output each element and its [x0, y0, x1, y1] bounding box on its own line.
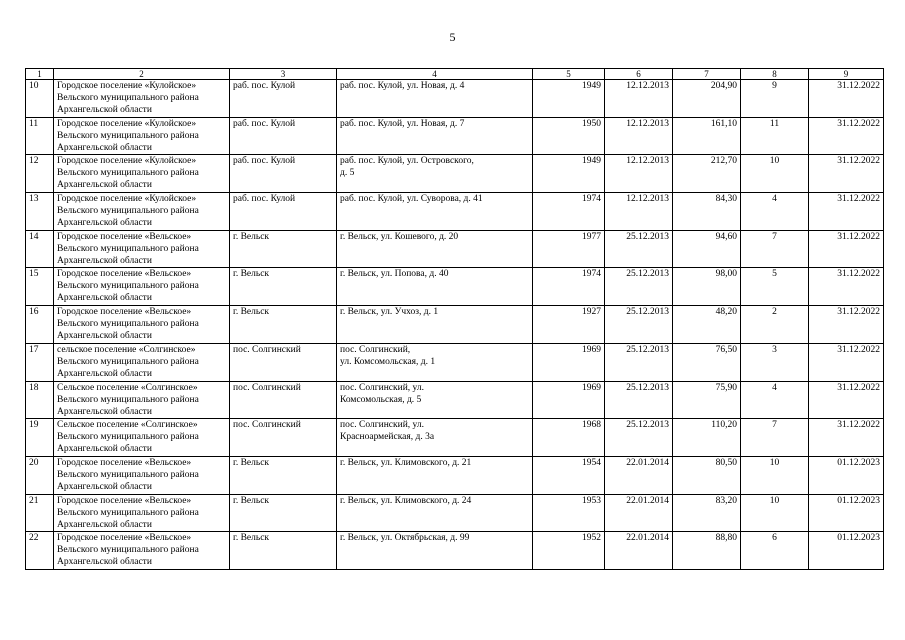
residents-cell	[741, 419, 809, 457]
housing-registry-table	[25, 68, 884, 570]
area-text: 94,60	[715, 231, 737, 242]
settlement-name-cell	[54, 80, 230, 118]
resettlement-deadline-cell	[809, 117, 884, 155]
residents-cell	[741, 268, 809, 306]
residents-text: 7	[772, 420, 777, 431]
address-text: раб. пос. Кулой, ул. Островского, д. 5	[340, 156, 474, 179]
locality-text: г. Вельск	[233, 457, 270, 468]
address-cell	[337, 494, 533, 532]
decision-date-cell	[605, 193, 673, 231]
area-cell	[673, 343, 741, 381]
locality-text: г. Вельск	[233, 231, 270, 242]
build-year-text: 1974	[582, 194, 601, 205]
area-text: 88,80	[715, 533, 737, 544]
residents-cell	[741, 494, 809, 532]
settlement-name-text: Городское поселение «Вельское» Вельского муниципального района Архангельской области	[57, 495, 199, 530]
row-number-cell	[26, 268, 54, 306]
address-text: пос. Солгинский, ул. Красноармейская, д. 3а	[340, 420, 435, 443]
residents-text: 9	[772, 81, 777, 91]
settlement-name-cell	[54, 419, 230, 457]
settlement-name-text: Городское поселение «Вельское» Вельского муниципального района Архангельской области	[57, 269, 199, 304]
settlement-name-text: сельское поселение «Солгинское» Вельского муниципального района Архангельской области	[57, 344, 199, 379]
table-header	[26, 69, 884, 80]
residents-cell	[741, 343, 809, 381]
resettlement-deadline-cell	[809, 343, 884, 381]
decision-date-text: 22.01.2014	[626, 457, 669, 468]
locality-cell	[230, 80, 337, 118]
table-row	[26, 80, 884, 118]
decision-date-text: 25.12.2013	[626, 269, 669, 280]
decision-date-cell	[605, 343, 673, 381]
resettlement-deadline-text: 31.12.2022	[837, 344, 880, 355]
address-text: г. Вельск, ул. Попова, д. 40	[340, 269, 449, 280]
row-number-cell	[26, 230, 54, 268]
settlement-name-text: Городское поселение «Кулойское» Вельского муниципального района Архангельской области	[57, 194, 199, 229]
resettlement-deadline-cell	[809, 306, 884, 344]
settlement-name-text: Сельское поселение «Солгинское» Вельского муниципального района Архангельской области	[57, 382, 199, 417]
row-number-text: 11	[29, 118, 39, 129]
row-number-cell	[26, 155, 54, 193]
table-row	[26, 381, 884, 419]
residents-cell	[741, 155, 809, 193]
decision-date-cell	[605, 230, 673, 268]
build-year-text: 1950	[582, 118, 601, 129]
area-text: 75,90	[715, 382, 737, 393]
residents-text: 5	[772, 269, 777, 280]
address-cell	[337, 193, 533, 231]
address-text: г. Вельск, ул. Учхоз, д. 1	[340, 307, 439, 318]
area-text: 212,70	[710, 156, 737, 167]
address-cell	[337, 230, 533, 268]
locality-cell	[230, 494, 337, 532]
resettlement-deadline-text: 31.12.2022	[837, 420, 880, 431]
area-text: 98,00	[715, 269, 737, 280]
settlement-name-cell	[54, 343, 230, 381]
build-year-cell	[533, 532, 605, 570]
table-row	[26, 343, 884, 381]
residents-text: 2	[772, 307, 777, 318]
decision-date-text: 12.12.2013	[626, 81, 669, 91]
address-text: г. Вельск, ул. Кошевого, д. 20	[340, 231, 459, 242]
build-year-cell	[533, 155, 605, 193]
resettlement-deadline-cell	[809, 155, 884, 193]
area-cell	[673, 155, 741, 193]
locality-cell	[230, 343, 337, 381]
row-number-cell	[26, 419, 54, 457]
address-cell	[337, 80, 533, 118]
settlement-name-text: Городское поселение «Вельское» Вельского муниципального района Архангельской области	[57, 457, 199, 492]
resettlement-deadline-text: 31.12.2022	[837, 194, 880, 205]
build-year-text: 1969	[582, 382, 601, 393]
resettlement-deadline-text: 31.12.2022	[837, 382, 880, 393]
locality-text: раб. пос. Кулой	[233, 156, 296, 167]
decision-date-cell	[605, 117, 673, 155]
decision-date-text: 25.12.2013	[626, 307, 669, 318]
locality-text: г. Вельск	[233, 269, 270, 280]
column-header-7: 7	[673, 69, 741, 80]
decision-date-cell	[605, 456, 673, 494]
row-number-cell	[26, 343, 54, 381]
decision-date-text: 22.01.2014	[626, 495, 669, 506]
resettlement-deadline-text: 01.12.2023	[837, 533, 880, 544]
build-year-cell	[533, 419, 605, 457]
locality-text: раб. пос. Кулой	[233, 194, 296, 205]
row-number-cell	[26, 381, 54, 419]
resettlement-deadline-text: 01.12.2023	[837, 457, 880, 468]
settlement-name-text: Городское поселение «Кулойское» Вельского муниципального района Архангельской области	[57, 81, 199, 115]
column-header-8: 8	[741, 69, 809, 80]
decision-date-cell	[605, 494, 673, 532]
row-number-cell	[26, 306, 54, 344]
area-cell	[673, 494, 741, 532]
resettlement-deadline-cell	[809, 381, 884, 419]
table-row	[26, 306, 884, 344]
build-year-cell	[533, 306, 605, 344]
locality-cell	[230, 456, 337, 494]
residents-text: 3	[772, 344, 777, 355]
row-number-text: 10	[29, 81, 39, 91]
decision-date-text: 12.12.2013	[626, 156, 669, 167]
address-cell	[337, 268, 533, 306]
residents-cell	[741, 456, 809, 494]
row-number-cell	[26, 532, 54, 570]
residents-text: 4	[772, 194, 777, 205]
resettlement-deadline-cell	[809, 419, 884, 457]
table-row	[26, 155, 884, 193]
settlement-name-cell	[54, 268, 230, 306]
area-cell	[673, 117, 741, 155]
locality-cell	[230, 306, 337, 344]
decision-date-cell	[605, 80, 673, 118]
area-text: 84,30	[715, 194, 737, 205]
residents-cell	[741, 117, 809, 155]
settlement-name-cell	[54, 532, 230, 570]
area-text: 80,50	[715, 457, 737, 468]
resettlement-deadline-text: 31.12.2022	[837, 231, 880, 242]
locality-cell	[230, 230, 337, 268]
build-year-cell	[533, 343, 605, 381]
locality-text: раб. пос. Кулой	[233, 81, 296, 91]
decision-date-cell	[605, 381, 673, 419]
build-year-text: 1953	[582, 495, 601, 506]
row-number-text: 21	[29, 495, 39, 506]
settlement-name-text: Городское поселение «Вельское» Вельского муниципального района Архангельской области	[57, 307, 199, 342]
locality-text: пос. Солгинский	[233, 344, 301, 355]
area-cell	[673, 193, 741, 231]
build-year-text: 1949	[582, 156, 601, 167]
settlement-name-cell	[54, 381, 230, 419]
table-body	[26, 80, 884, 570]
table-row	[26, 230, 884, 268]
area-text: 76,50	[715, 344, 737, 355]
row-number-cell	[26, 193, 54, 231]
column-header-1: 1	[26, 69, 54, 80]
area-text: 83,20	[715, 495, 737, 506]
locality-cell	[230, 532, 337, 570]
settlement-name-text: Городское поселение «Вельское» Вельского муниципального района Архангельской области	[57, 231, 199, 266]
settlement-name-cell	[54, 193, 230, 231]
locality-cell	[230, 419, 337, 457]
row-number-text: 22	[29, 533, 39, 544]
area-text: 204,90	[710, 81, 737, 91]
residents-text: 10	[769, 495, 780, 506]
area-cell	[673, 532, 741, 570]
column-header-5: 5	[533, 69, 605, 80]
residents-text: 4	[772, 382, 777, 393]
header-row	[26, 69, 884, 80]
address-text: раб. пос. Кулой, ул. Суворова, д. 41	[340, 194, 483, 205]
build-year-text: 1968	[582, 420, 601, 431]
address-cell	[337, 306, 533, 344]
row-number-cell	[26, 456, 54, 494]
residents-cell	[741, 80, 809, 118]
row-number-cell	[26, 494, 54, 532]
row-number-text: 15	[29, 269, 39, 280]
address-text: пос. Солгинский, ул. Комсомольская, д. 5	[340, 382, 425, 405]
residents-cell	[741, 532, 809, 570]
build-year-text: 1954	[582, 457, 601, 468]
resettlement-deadline-cell	[809, 456, 884, 494]
resettlement-deadline-text: 31.12.2022	[837, 118, 880, 129]
resettlement-deadline-text: 31.12.2022	[837, 307, 880, 318]
address-cell	[337, 117, 533, 155]
residents-cell	[741, 306, 809, 344]
area-cell	[673, 306, 741, 344]
settlement-name-cell	[54, 456, 230, 494]
address-cell	[337, 419, 533, 457]
address-cell	[337, 532, 533, 570]
residents-text: 7	[772, 231, 777, 242]
resettlement-deadline-text: 01.12.2023	[837, 495, 880, 506]
build-year-text: 1974	[582, 269, 601, 280]
area-cell	[673, 381, 741, 419]
area-cell	[673, 419, 741, 457]
address-text: пос. Солгинский, ул. Комсомольская, д. 1	[340, 344, 436, 367]
resettlement-deadline-text: 31.12.2022	[837, 269, 880, 280]
locality-text: г. Вельск	[233, 495, 270, 506]
address-text: г. Вельск, ул. Октябрьская, д. 99	[340, 533, 470, 544]
address-text: г. Вельск, ул. Климовского, д. 21	[340, 457, 472, 468]
column-header-4: 4	[337, 69, 533, 80]
resettlement-deadline-cell	[809, 193, 884, 231]
build-year-text: 1927	[582, 307, 601, 318]
residents-text: 11	[769, 118, 780, 129]
build-year-cell	[533, 80, 605, 118]
settlement-name-cell	[54, 494, 230, 532]
build-year-cell	[533, 230, 605, 268]
locality-cell	[230, 193, 337, 231]
resettlement-deadline-cell	[809, 494, 884, 532]
resettlement-deadline-cell	[809, 80, 884, 118]
locality-text: пос. Солгинский	[233, 420, 301, 431]
address-cell	[337, 456, 533, 494]
row-number-text: 12	[29, 156, 39, 167]
row-number-text: 16	[29, 307, 39, 318]
area-text: 161,10	[710, 118, 737, 129]
build-year-cell	[533, 381, 605, 419]
residents-text: 10	[769, 457, 780, 468]
column-header-3: 3	[230, 69, 337, 80]
locality-text: г. Вельск	[233, 307, 270, 318]
area-text: 110,20	[711, 420, 737, 431]
table-row	[26, 193, 884, 231]
page-number: 5	[449, 30, 456, 44]
table-row	[26, 532, 884, 570]
resettlement-deadline-cell	[809, 230, 884, 268]
row-number-text: 14	[29, 231, 39, 242]
residents-cell	[741, 193, 809, 231]
build-year-text: 1969	[582, 344, 601, 355]
table-row	[26, 268, 884, 306]
settlement-name-cell	[54, 306, 230, 344]
resettlement-deadline-cell	[809, 532, 884, 570]
row-number-text: 13	[29, 194, 39, 205]
locality-cell	[230, 381, 337, 419]
decision-date-cell	[605, 155, 673, 193]
locality-text: г. Вельск	[233, 533, 270, 544]
address-cell	[337, 155, 533, 193]
decision-date-cell	[605, 419, 673, 457]
area-text: 48,20	[715, 307, 737, 318]
residents-text: 10	[769, 156, 780, 167]
build-year-cell	[533, 268, 605, 306]
decision-date-text: 12.12.2013	[626, 118, 669, 129]
build-year-cell	[533, 193, 605, 231]
resettlement-deadline-text: 31.12.2022	[837, 81, 880, 91]
build-year-text: 1977	[582, 231, 601, 242]
address-text: раб. пос. Кулой, ул. Новая, д. 4	[340, 81, 465, 91]
address-text: раб. пос. Кулой, ул. Новая, д. 7	[340, 118, 465, 129]
address-text: г. Вельск, ул. Климовского, д. 24	[340, 495, 472, 506]
locality-text: раб. пос. Кулой	[233, 118, 296, 129]
decision-date-cell	[605, 268, 673, 306]
address-cell	[337, 381, 533, 419]
address-cell	[337, 343, 533, 381]
table-row	[26, 456, 884, 494]
settlement-name-text: Городское поселение «Вельское» Вельского муниципального района Архангельской области	[57, 533, 199, 568]
build-year-cell	[533, 117, 605, 155]
decision-date-text: 25.12.2013	[626, 420, 669, 431]
area-cell	[673, 268, 741, 306]
residents-cell	[741, 381, 809, 419]
resettlement-deadline-text: 31.12.2022	[837, 156, 880, 167]
row-number-text: 19	[29, 420, 39, 431]
settlement-name-text: Городское поселение «Кулойское» Вельского муниципального района Архангельской области	[57, 118, 199, 153]
residents-text: 6	[772, 533, 777, 544]
row-number-cell	[26, 117, 54, 155]
row-number-text: 18	[29, 382, 39, 393]
settlement-name-cell	[54, 155, 230, 193]
column-header-9: 9	[809, 69, 884, 80]
settlement-name-cell	[54, 117, 230, 155]
settlement-name-text: Городское поселение «Кулойское» Вельского муниципального района Архангельской области	[57, 156, 199, 191]
table-row	[26, 494, 884, 532]
locality-cell	[230, 117, 337, 155]
residents-cell	[741, 230, 809, 268]
area-cell	[673, 230, 741, 268]
decision-date-cell	[605, 306, 673, 344]
table-row	[26, 419, 884, 457]
settlement-name-text: Сельское поселение «Солгинское» Вельского муниципального района Архангельской области	[57, 420, 199, 455]
settlement-name-cell	[54, 230, 230, 268]
area-cell	[673, 456, 741, 494]
decision-date-text: 25.12.2013	[626, 344, 669, 355]
build-year-cell	[533, 456, 605, 494]
decision-date-text: 25.12.2013	[626, 382, 669, 393]
table-row	[26, 117, 884, 155]
column-header-2: 2	[54, 69, 230, 80]
locality-cell	[230, 268, 337, 306]
decision-date-cell	[605, 532, 673, 570]
decision-date-text: 25.12.2013	[626, 231, 669, 242]
area-cell	[673, 80, 741, 118]
build-year-text: 1949	[582, 81, 601, 91]
locality-cell	[230, 155, 337, 193]
build-year-cell	[533, 494, 605, 532]
row-number-cell	[26, 80, 54, 118]
row-number-text: 17	[29, 344, 39, 355]
decision-date-text: 22.01.2014	[626, 533, 669, 544]
decision-date-text: 12.12.2013	[626, 194, 669, 205]
build-year-text: 1952	[582, 533, 601, 544]
column-header-6: 6	[605, 69, 673, 80]
locality-text: пос. Солгинский	[233, 382, 301, 393]
row-number-text: 20	[29, 457, 39, 468]
resettlement-deadline-cell	[809, 268, 884, 306]
